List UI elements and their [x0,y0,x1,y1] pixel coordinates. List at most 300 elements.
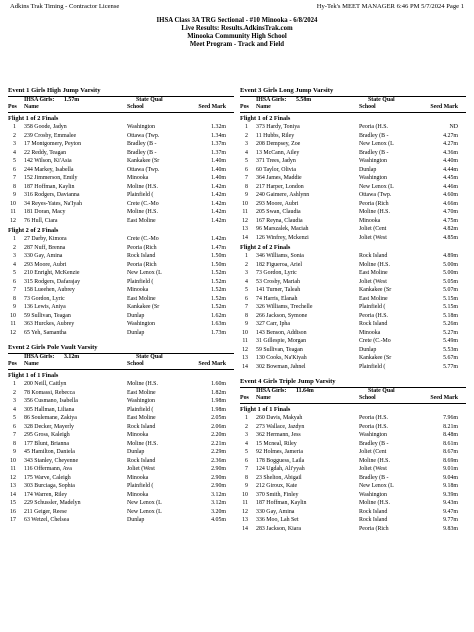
school: New Lenox (L [127,508,162,515]
entry-row [240,312,466,321]
school: Dunlap [127,312,145,319]
entry-position: 7 [13,287,16,293]
entry-row [8,491,234,500]
entry-position: 3 [13,253,16,259]
entry-row [240,225,466,234]
athlete-name: 362 Hermann, Jess [256,432,301,438]
athlete-name: 13 McCann, Ailey [256,149,300,156]
athlete-name: 210 Enright, McKenzie [24,270,80,276]
entry-position: 11 [242,209,248,215]
school: Peoria (Rich [127,261,157,268]
seed-mark: 4.45m [443,175,458,181]
school: Minooka [127,287,149,293]
entry-position: 9 [13,449,16,455]
seed-mark: 1.42m [211,200,226,207]
entry-row [8,208,234,217]
athlete-name: 23 Shelton, Abigail [256,474,302,481]
seed-mark: 9.83m [443,525,458,532]
entry-position: 7 [245,175,248,181]
event-block [8,86,234,337]
qualifying-standard [8,97,234,104]
school: Rock Island [359,253,388,259]
athlete-name: 53 Crosby, Mariah [256,278,300,285]
school: Peoria (Rich [127,244,157,251]
entry-row [8,303,234,312]
seed-mark: 1.40m [211,175,226,181]
athlete-name: 363 Hurckes, Aubrey [24,321,75,327]
entry-position: 5 [245,158,248,164]
entry-position: 10 [10,200,16,207]
athlete-name: 11 Hubbs, Riley [256,132,295,139]
seed-mark: 4.66m [443,200,458,207]
school: Dunlap [359,346,377,353]
entry-position: 7 [13,175,16,181]
entry-row [240,440,466,449]
entry-row [8,414,234,423]
entry-position: 7 [13,432,16,438]
entry-row [240,354,466,363]
school: Minooka [127,175,149,181]
entry-position: 6 [245,295,248,302]
seed-mark: 2.90m [211,474,226,481]
qual-mark: 1.57m [64,97,80,103]
school: Plainfield ( [127,192,154,198]
entry-row [240,208,466,217]
seed-mark: 1.47m [211,244,226,251]
school: Washington [359,491,387,498]
seed-mark: 8.48m [443,432,458,438]
entry-position: 2 [13,389,16,396]
athlete-name: 126 Winfrey, Mckenzi [256,234,309,241]
entry-position: 14 [242,363,248,370]
entry-row [240,174,466,183]
entry-row [8,431,234,440]
athlete-name: 60 Taylor, Olivia [256,166,296,173]
entry-position: 13 [242,226,248,232]
school: Moline (H.S. [359,457,390,464]
entry-position: 12 [242,346,248,353]
seed-mark: 1.62m [211,312,226,319]
school: Kankakee (Sr [359,355,392,361]
school: Plainfield ( [359,363,386,370]
athlete-name: 92 Holmes, Jameria [256,449,303,455]
entry-row [8,499,234,508]
seed-mark: 1.73m [211,329,226,336]
entry-row [8,423,234,432]
athlete-name: 283 Jackson, Kiara [256,525,301,532]
athlete-name: 343 Stanley, Cheyenne [24,457,79,464]
entry-position: 2 [245,261,248,268]
school: East Moline [127,389,156,396]
flight-label: Flight 1 of 2 Finals [240,115,291,122]
entry-row [240,465,466,474]
athlete-name: 371 Trees, Jadyn [256,158,296,164]
name-header: Name [256,395,271,401]
athlete-name: 364 James, Maddie [256,175,302,181]
athlete-name: 167 Reyna, Claudia [256,217,303,224]
athlete-name: 86 Soulemane, Zakiya [24,415,77,421]
entry-row [8,440,234,449]
seed-mark-header: Seed Mark [430,104,458,110]
seed-mark: 1.52m [211,278,226,285]
program-title: Meet Program - Track and Field [189,41,285,48]
seed-mark: 4.40m [443,158,458,164]
entry-row [240,217,466,226]
entry-position: 11 [242,338,248,344]
school: Bradley (B - [359,149,389,156]
entry-position: 8 [13,183,16,190]
entry-position: 9 [13,192,16,198]
entry-row [8,320,234,329]
athlete-name: 370 Smith, Finley [256,491,299,498]
entry-position: 13 [10,483,16,489]
school: New Lenox (L [359,483,394,489]
seed-mark-header: Seed Mark [198,104,226,110]
athlete-name: 244 Markey, Isabella [24,166,74,173]
event-title: Event 4 Girls Triple Jump Varsity [240,378,336,385]
athlete-name: 178 Bogguess, Laila [256,457,305,464]
athlete-name: 174 Warren, Riley [24,491,68,498]
entry-row [240,200,466,209]
qualifying-standard [240,388,466,395]
seed-mark: 7.96m [443,415,458,421]
athlete-name: 208 Dempsey, Zoe [256,141,301,147]
entry-position: 10 [10,457,16,464]
entry-row [240,499,466,508]
flight-label: Flight 1 of 1 Finals [240,406,291,413]
entry-position: 5 [245,449,248,455]
athlete-name: 266 Jackson, Symone [256,312,308,319]
school: Plainfield ( [127,406,154,413]
seed-mark: 1.42m [211,236,226,242]
athlete-name: 229 Schussler, Madelyn [24,500,81,506]
athlete-name: 59 Sullivan, Teagan [256,346,303,353]
entry-row [240,183,466,192]
entry-row [8,191,234,200]
entry-row [240,157,466,166]
seed-mark: 2.06m [211,423,226,430]
athlete-name: 73 Gordon, Lyric [24,295,65,302]
seed-mark: 1.42m [211,192,226,198]
name-header: Name [256,104,271,110]
seed-mark: 1.52m [211,270,226,276]
school: New Lenox (L [359,141,394,147]
school: Crete (C.-Mo [359,338,391,344]
entry-row [240,286,466,295]
entry-row [240,252,466,261]
athlete-name: 130 Cooks, Na'Kiyah [256,355,307,361]
entry-row [240,166,466,175]
entry-row [8,183,234,192]
seed-mark: 4.85m [443,234,458,241]
entry-row [8,448,234,457]
seed-mark: 1.42m [211,209,226,215]
athlete-name: 63 Wetzel, Chelsea [24,517,70,523]
right-column [240,86,466,533]
entry-row [240,457,466,466]
school: Moline (H.S. [359,500,390,506]
entry-position: 5 [13,270,16,276]
entry-position: 4 [13,149,16,156]
entry-position: 13 [242,355,248,361]
entry-position: 6 [245,457,248,464]
seed-mark: 2.21m [211,440,226,447]
entry-row [8,286,234,295]
entry-position: 3 [245,270,248,276]
school: East Moline [127,217,156,224]
seed-mark: 5.15m [443,295,458,302]
seed-mark: 3.12m [211,500,226,506]
entry-row [8,389,234,398]
entry-position: 6 [13,166,16,173]
entry-position: 7 [245,304,248,310]
athlete-name: 356 Cusmano, Isabella [24,398,78,404]
athlete-name: 136 Lewis, Aniya [24,304,66,310]
event-block [240,377,466,533]
school: Washington [127,124,155,130]
athlete-name: 260 Davis, Makyah [256,415,303,421]
entry-position: 4 [13,406,16,413]
athlete-name: 74 Harris, Elanah [256,295,298,302]
entry-row [8,380,234,389]
column-headers [240,395,466,404]
school: Peoria (H.S. [359,415,388,421]
seed-mark: 4.82m [443,226,458,232]
seed-mark: 9.18m [443,483,458,489]
athlete-name: 303 Burciaga, Sophia [24,483,75,489]
entry-position: 1 [245,124,248,130]
school-header: School [127,361,144,367]
school: Washington [127,321,155,327]
school: Peoria (H.S. [359,423,388,430]
qual-label: IHSA Girls: [24,354,55,360]
school: Bradley (B - [359,132,389,139]
entry-row [8,397,234,406]
school: Minooka [359,329,381,336]
school: Dunlap [127,449,145,455]
entry-row [240,149,466,158]
entry-position: 14 [242,525,248,532]
athlete-name: 302 Bowman, Jahnel [256,363,306,370]
column-headers [8,104,234,113]
entry-row [8,217,234,226]
entry-position: 11 [242,500,248,506]
entry-position: 12 [10,329,16,336]
entry-position: 10 [242,491,248,498]
athlete-name: 316 Rodgers, Davianna [24,192,80,198]
seed-mark: 5.49m [443,338,458,344]
seed-mark: 5.05m [443,278,458,285]
athlete-name: 330 Gay, Amina [24,253,63,259]
entry-position: 5 [13,415,16,421]
seed-mark: 5.00m [443,270,458,276]
entry-position: 5 [13,158,16,164]
entry-row [240,278,466,287]
athlete-name: 187 Hoffman, Kaylin [256,500,307,506]
athlete-name: 143 Benson, Addison [256,329,307,336]
entry-position: 6 [245,166,248,173]
seed-mark-header: Seed Mark [430,395,458,401]
flight-label: Flight 2 of 2 Finals [8,227,59,234]
athlete-name: 152 Jimmerson, Emily [24,175,78,181]
entry-row [240,431,466,440]
school: Rock Island [359,321,388,327]
seed-mark: 8.21m [443,423,458,430]
entry-row [240,132,466,141]
entry-position: 9 [245,321,248,327]
school: Kankakee (Sr [359,287,392,293]
entry-position: 14 [10,491,16,498]
athlete-name: 31 Gillespie, Morgan [256,338,307,344]
entry-row [240,261,466,270]
athlete-name: 22 Reddy, Teagan [24,149,67,156]
entry-row [240,346,466,355]
qual-mark: 5.58m [296,97,312,103]
entry-position: 1 [13,124,16,130]
entry-position: 4 [13,261,16,268]
entry-position: 9 [13,304,16,310]
entry-row [8,166,234,175]
seed-mark: 2.36m [211,457,226,464]
athlete-name: 142 Wilson, Ki'Asia [24,158,72,164]
seed-mark: 4.60m [443,192,458,198]
seed-mark: 9.01m [443,466,458,472]
school: Peoria (H.S. [359,312,388,319]
entry-position: 8 [245,312,248,319]
seed-mark: 2.20m [211,432,226,438]
entry-position: 12 [242,508,248,515]
school-header: School [359,104,376,110]
entry-row [240,123,466,132]
school: Dunlap [359,166,377,173]
athlete-name: 217 Harper, London [256,183,304,190]
flight-label: Flight 1 of 1 Finals [8,372,59,379]
entry-position: 2 [245,132,248,139]
athlete-name: 295 Gross, Kaleigh [24,432,70,438]
athlete-name: 200 Neill, Caitlyn [24,381,67,387]
seed-mark: 5.15m [443,304,458,310]
athlete-name: 175 Warve, Caleigh [24,474,71,481]
school: Rock Island [127,253,156,259]
athlete-name: 78 Komassi, Rebecca [24,389,75,396]
event-block [8,343,234,525]
school: New Lenox (L [359,183,394,190]
entry-row [8,174,234,183]
qual-text: State Qual [368,388,395,394]
school: East Moline [359,295,388,302]
school: East Moline [127,295,156,302]
seed-mark: 3.12m [211,491,226,498]
seed-mark: 1.98m [211,398,226,404]
entry-position: 11 [10,466,16,472]
school: Bradley (B - [127,149,157,156]
school-name: Minooka Community High School [187,33,287,40]
seed-mark: 5.77m [443,363,458,370]
seed-mark: 1.63m [211,321,226,327]
qual-label: IHSA Girls: [256,97,287,103]
school: Minooka [127,491,149,498]
school: Washington [359,175,387,181]
school: Rock Island [127,423,156,430]
school: Moline (H.S. [127,183,158,190]
entry-row [8,482,234,491]
qual-text: State Qual [368,97,395,103]
event-title: Event 1 Girls High Jump Varsity [8,87,101,94]
entry-position: 1 [13,236,16,242]
school-header: School [127,104,144,110]
entry-row [240,414,466,423]
athlete-name: 240 Gaimere, Ashlynn [256,192,310,198]
name-header: Name [24,104,39,110]
entry-row [8,457,234,466]
entry-position: 9 [245,483,248,489]
entry-position: 6 [13,278,16,285]
athlete-name: 315 Rodgers, Dafarajay [24,278,81,285]
seed-mark: 1.60m [211,381,226,387]
meet-manager-text: Hy-Tek's MEET MANAGER 6:46 PM 5/7/2024 Page 1 [316,3,464,10]
entry-row [8,252,234,261]
license-text: Adkins Trak Timing - Contractor License [10,3,120,10]
athlete-name: 211 Geiger, Reese [24,508,67,515]
entry-row [240,474,466,483]
school: Moline (H.S. [127,381,158,387]
entry-row [8,200,234,209]
flight-label: Flight 1 of 2 Finals [8,115,59,122]
meet-title: IHSA Class 3A TRG Sectional - #10 Minooka - 6/8/2024 [156,17,318,24]
entry-row [8,235,234,244]
seed-mark: 4.27m [443,141,458,147]
entry-position: 17 [10,517,16,523]
entry-row [240,482,466,491]
school: Bradley (B - [127,141,157,147]
entry-row [240,363,466,372]
seed-mark: 1.40m [211,166,226,173]
seed-mark: 4.44m [443,166,458,173]
entry-row [8,516,234,525]
qual-mark: 11.64m [296,388,314,394]
athlete-name: 346 Williams, Sonia [256,253,304,259]
athlete-name: 141 Turner, Taleah [256,287,301,293]
results-url[interactable]: Live Results: Results.AdkinsTrak.com [181,25,293,32]
entry-row [240,337,466,346]
entry-position: 3 [245,432,248,438]
school: Rock Island [359,508,388,515]
athlete-name: 358 Goode, Jadyn [24,124,67,130]
school: Joliet (Cent [359,449,387,455]
entry-position: 10 [242,329,248,336]
entry-position: 8 [245,183,248,190]
school: Washington [127,398,155,404]
seed-mark: 1.37m [211,141,226,147]
entry-position: 3 [13,141,16,147]
qual-label: IHSA Girls: [256,388,287,394]
seed-mark: 3.20m [211,508,226,515]
seed-mark: 2.29m [211,449,226,455]
seed-mark: 1.50m [211,261,226,268]
entry-row [240,191,466,200]
entry-row [8,508,234,517]
school: Kankakee (Sr [127,158,160,164]
entry-position: 11 [10,209,16,215]
entry-position: 8 [13,295,16,302]
athlete-name: 330 Gay, Amina [256,508,295,515]
entry-position: 12 [242,217,248,224]
athlete-name: 27 Darby, Kimora [24,236,67,242]
seed-mark: 1.37m [211,149,226,156]
seed-mark: 5.53m [443,346,458,353]
entry-row [240,303,466,312]
seed-mark: 8.69m [443,457,458,464]
